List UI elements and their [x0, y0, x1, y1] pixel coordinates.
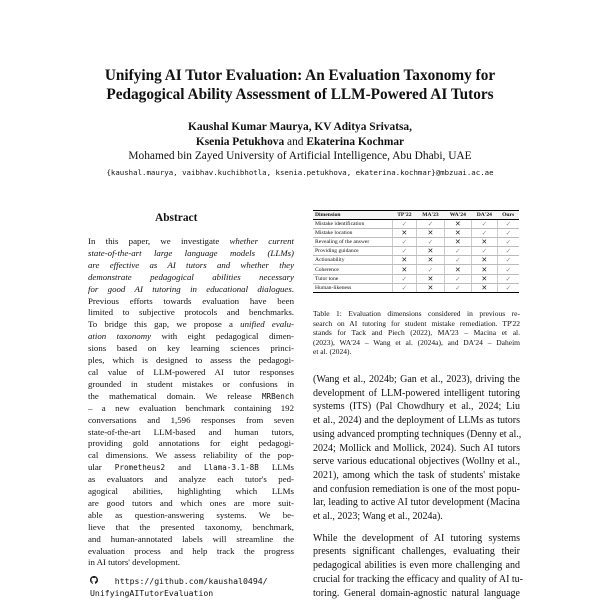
table-row: [313, 283, 519, 292]
mark-cell: [417, 274, 445, 283]
mark-cell: [444, 229, 471, 238]
abstract-line: [88, 260, 294, 272]
dimension-cell: Mistake location: [313, 229, 392, 238]
check-icon: ✓: [481, 248, 488, 256]
caption-line: (2023), WA'24 – Wang et al. (2024a), and DA'24 – Daheim: [313, 337, 520, 347]
abstract-italic: state-of-the-art large language models (LLMs): [88, 247, 294, 258]
affiliation: Mohamed bin Zayed University of Artificial Intelligence, Abu Dhabi, UAE: [128, 150, 472, 162]
author-name: Ksenia Petukhova: [195, 136, 285, 148]
mark-cell: [392, 256, 417, 265]
check-icon: ✓: [505, 221, 512, 229]
mark-cell: [392, 274, 417, 283]
abstract-line: are good tutors and which ones are more suit-: [88, 497, 294, 508]
caption-line: stands for Tack and Piech (2022), MA'23 – Macina et al.: [313, 328, 520, 338]
check-icon: ✓: [401, 275, 408, 283]
table-row: [313, 238, 519, 247]
abstract-line: the mathematical domain. We release MRBench: [88, 390, 294, 401]
body-line: presents significant challenges, evaluating their: [313, 546, 520, 558]
mark-cell: [417, 265, 445, 274]
table-header: Dimension: [313, 211, 392, 220]
table-header: TP'22: [392, 211, 417, 220]
dimension-cell: Revealing of the answer: [313, 238, 392, 247]
mark-cell: [444, 283, 471, 292]
author-name: Ekaterina Kochmar: [306, 136, 405, 148]
abstract-line: cal dimensions. We assess reliability of the pop-: [88, 450, 294, 461]
body-line: pedagogical abilities is even more challenging and: [313, 560, 520, 572]
cross-icon: ✕: [427, 229, 434, 238]
mark-cell: [392, 220, 417, 229]
mark-cell: [392, 265, 417, 274]
mark-cell: [392, 283, 417, 292]
body-line: et al., 2023; Wang et al., 2024a).: [313, 511, 443, 523]
abstract-italic: unified evalu-: [240, 319, 294, 330]
body-line: lar, leading to active AI tutor development (Macina: [313, 497, 520, 509]
mark-cell: [417, 220, 445, 229]
body-line: While the development of AI tutoring systems: [313, 532, 520, 544]
cross-icon: ✕: [427, 247, 434, 256]
mark-cell: [471, 256, 497, 265]
table-caption: [313, 309, 520, 357]
mark-cell: [392, 229, 417, 238]
cross-icon: ✕: [427, 274, 434, 283]
mark-cell: [444, 256, 471, 265]
cross-icon: ✕: [481, 238, 488, 247]
abstract-heading: Abstract: [155, 212, 198, 224]
abstract-line: ular Prometheus2 and Llama-3.1-8B LLMs: [88, 462, 294, 473]
github-url-line1[interactable]: https://github.com/kaushal0494/: [114, 576, 268, 586]
mark-cell: [417, 247, 445, 256]
mark-cell: [417, 283, 445, 292]
mark-cell: [497, 247, 519, 256]
body-line: 2024; Mollick and Mollick, 2024). Such AI tutors: [313, 442, 520, 454]
abstract-body: [88, 236, 294, 569]
cross-icon: ✕: [454, 220, 461, 229]
dimension-cell: Mistake identification: [313, 220, 392, 229]
abstract-line: lieve that the presented taxonomy, benchmark,: [88, 521, 294, 532]
abstract-italic: ation taxonomy: [88, 331, 152, 342]
abstract-line: grounded in student mistakes or confusions in: [88, 378, 294, 389]
abstract-line: agogical abilities, highlighting which LLMs: [88, 486, 294, 497]
caption-line: search on AI tutoring for student mistake remediation. TP'22: [313, 318, 520, 328]
mark-cell: [471, 238, 497, 247]
abstract-line: for good AI tutoring in educational dialogues.: [88, 283, 294, 294]
body-line: and confusion remediation is one of the most popu-: [313, 483, 520, 495]
body-line: development of LLM-powered intelligent tutoring: [313, 387, 520, 399]
author-emails: {kaushal.maurya, vaibhav.kuchibhotla, ksenia.petukhova, ekaterina.kochmar}@mbzuai.ac.ae: [106, 168, 494, 177]
cross-icon: ✕: [481, 256, 488, 265]
check-icon: ✓: [427, 266, 434, 274]
benchmark-name: MRBench: [261, 391, 294, 401]
mark-cell: [497, 256, 519, 265]
check-icon: ✓: [401, 221, 408, 229]
body-line: serve various educational objectives (Wollny et al.,: [313, 456, 520, 468]
title-line: Pedagogical Ability Assessment of LLM-Powered AI Tutors: [106, 86, 494, 103]
abstract-line: in AI tutors' development.: [88, 557, 180, 568]
mark-cell: [497, 283, 519, 292]
table-row: [313, 229, 519, 238]
abstract-line: sions based on key learning sciences princi-: [88, 343, 294, 354]
abstract-line: able as question-answering systems. We be-: [88, 509, 294, 520]
mark-cell: [444, 274, 471, 283]
abstract-line: state-of-the-art LLM-based and human tutors,: [88, 426, 294, 437]
title-line: Unifying AI Tutor Evaluation: An Evaluation Taxonomy for: [104, 67, 496, 84]
paragraph-gap: [313, 524, 520, 532]
check-icon: ✓: [427, 239, 434, 247]
authors: [0, 120, 600, 150]
cross-icon: ✕: [454, 229, 461, 238]
table-row: [313, 247, 519, 256]
check-icon: ✓: [505, 248, 512, 256]
check-icon: ✓: [505, 239, 512, 247]
abstract-line: cal value of LLM-powered AI tutor responses: [88, 366, 294, 377]
cross-icon: ✕: [401, 256, 408, 265]
caption-line: Table 1: Evaluation dimensions considered in previous re-: [313, 309, 520, 318]
mark-cell: [497, 274, 519, 283]
check-icon: ✓: [505, 284, 512, 292]
mark-cell: [417, 238, 445, 247]
check-icon: ✓: [455, 275, 461, 283]
body-line: crucial for tracking the efficacy and quality of AI tu-: [313, 573, 524, 585]
mark-cell: [471, 274, 497, 283]
check-icon: ✓: [401, 284, 408, 292]
github-icon: [90, 576, 100, 588]
abstract-line: as evaluators and analyze each tutor's ped-: [88, 474, 294, 485]
table-header: DA'24: [471, 211, 497, 220]
table-row: [313, 220, 519, 229]
abstract-italic: for good AI tutoring in educational dialogues: [88, 283, 292, 294]
mark-cell: [497, 229, 519, 238]
github-url-line2[interactable]: UnifyingAITutorEvaluation: [90, 587, 214, 598]
mark-cell: [417, 256, 445, 265]
check-icon: ✓: [505, 266, 512, 274]
cross-icon: ✕: [427, 256, 434, 265]
abstract-line: [88, 272, 294, 284]
author-conjunction: and: [284, 136, 307, 148]
mark-cell: [497, 265, 519, 274]
cross-icon: ✕: [481, 274, 488, 283]
body-line: (Wang et al., 2024b; Gan et al., 2023), driving the: [313, 374, 520, 385]
mark-cell: [497, 238, 519, 247]
model-name: Prometheus2: [114, 463, 166, 473]
evaluation-dimensions-table: [313, 210, 519, 293]
mark-cell: [471, 229, 497, 238]
cross-icon: ✕: [427, 283, 434, 292]
cross-icon: ✕: [454, 265, 461, 274]
abstract-line: – a new evaluation benchmark containing 192: [88, 402, 294, 413]
abstract-italic: are effective as AI tutors and whether they: [88, 259, 294, 270]
check-icon: ✓: [505, 275, 512, 283]
mark-cell: [497, 220, 519, 229]
mark-cell: [444, 238, 471, 247]
mark-cell: [444, 247, 471, 256]
check-icon: ✓: [481, 230, 488, 238]
abstract-line: Previous efforts towards evaluation have been: [88, 295, 294, 306]
table-header-row: [313, 211, 519, 220]
dimension-cell: Coherence: [313, 265, 392, 274]
mark-cell: [444, 220, 471, 229]
abstract-italic: demonstrate pedagogical abilities necessary: [88, 271, 294, 282]
abstract-line: limited to subjective protocols and benchmarks.: [88, 307, 294, 318]
abstract-line: conversations and 1,596 responses from seven: [88, 414, 294, 425]
body-line: 2021), among which the task of students' mistake: [313, 469, 520, 481]
check-icon: ✓: [401, 239, 408, 247]
mark-cell: [471, 247, 497, 256]
abstract-line: In this paper, we investigate whether current: [88, 236, 294, 246]
dimension-cell: Tutor tone: [313, 274, 392, 283]
check-icon: ✓: [455, 284, 461, 292]
mark-cell: [471, 283, 497, 292]
table-row: [313, 265, 519, 274]
cross-icon: ✕: [401, 265, 408, 274]
check-icon: ✓: [401, 248, 408, 256]
table-header: MA'23: [417, 211, 445, 220]
check-icon: ✓: [505, 257, 512, 265]
github-link[interactable]: [90, 576, 268, 599]
table-row: [313, 256, 519, 265]
abstract-line: ples, which is designed to assess the pedagogi-: [88, 355, 294, 366]
model-name: Llama-3.1-8B: [203, 463, 259, 473]
abstract-line: providing gold annotations for eight pedagogi-: [88, 438, 294, 449]
check-icon: ✓: [455, 248, 461, 256]
mark-cell: [417, 229, 445, 238]
paper-title: [0, 66, 600, 104]
dimension-cell: Actionability: [313, 256, 392, 265]
abstract-line: [88, 248, 294, 260]
table-header: WA'24: [444, 211, 471, 220]
check-icon: ✓: [455, 257, 461, 265]
mark-cell: [392, 238, 417, 247]
check-icon: ✓: [481, 221, 488, 229]
cross-icon: ✕: [454, 238, 461, 247]
check-icon: ✓: [505, 230, 512, 238]
check-icon: ✓: [427, 221, 434, 229]
mark-cell: [444, 265, 471, 274]
dimension-cell: Providing guidance: [313, 247, 392, 256]
cross-icon: ✕: [481, 283, 488, 292]
abstract-line: ation taxonomy with eight pedagogical dimen-: [88, 331, 294, 342]
mark-cell: [471, 265, 497, 274]
body-line: systems (ITS) (Pal Chowdhury et al., 2024; Liu: [313, 401, 520, 413]
cross-icon: ✕: [401, 229, 408, 238]
abstract-line: evaluation process and help track the progress: [88, 545, 294, 556]
mark-cell: [392, 247, 417, 256]
abstract-line: To bridge this gap, we propose a unified evalu-: [88, 319, 294, 330]
author-line: Kaushal Kumar Maurya, KV Aditya Srivatsa,: [188, 121, 412, 133]
body-line: toring. General domain-agnostic natural language: [313, 587, 520, 599]
table-row: [313, 274, 519, 283]
mark-cell: [471, 220, 497, 229]
cross-icon: ✕: [481, 265, 488, 274]
table-header: Ours: [497, 211, 519, 220]
body-line: et al., 2024) and the deployment of LLMs as tutors: [313, 415, 520, 427]
abstract-line: and human-annotated labels will streamline the: [88, 533, 294, 544]
dimension-cell: Human-likeness: [313, 283, 392, 292]
body-line: using advanced prompting techniques (Denny et al.,: [313, 428, 522, 440]
body-text: [313, 373, 524, 600]
caption-line: et al. (2024).: [313, 347, 352, 357]
abstract-italic: whether current: [229, 236, 294, 246]
